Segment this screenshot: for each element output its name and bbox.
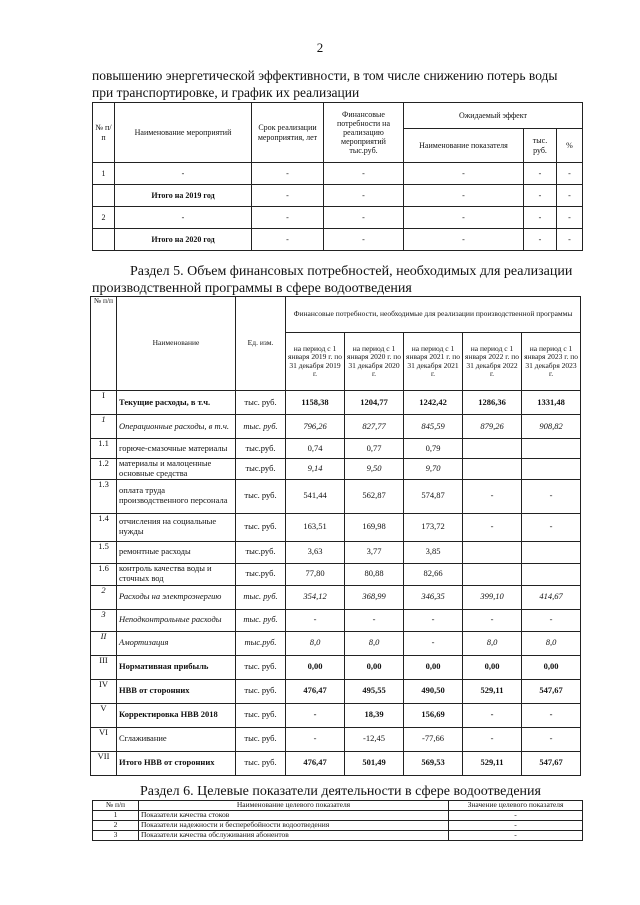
row-value: 1242,42 (404, 391, 463, 415)
row-value: 368,99 (345, 585, 404, 609)
row-number: 1.4 (91, 513, 117, 541)
row-value (522, 439, 581, 459)
row-name: Амортизация (117, 631, 236, 655)
table-row: 3 Показатели качества обслуживания абонентов - (93, 831, 583, 841)
row-name: контроль качества воды и сточных вод (117, 563, 236, 585)
row-value (522, 563, 581, 585)
row-name: отчисления на социальные нужды (117, 513, 236, 541)
row-value: 796,26 (286, 415, 345, 439)
row-name: Текущие расходы, в т.ч. (117, 391, 236, 415)
row-value: 77,80 (286, 563, 345, 585)
table-row (91, 415, 581, 439)
row-value: 1286,36 (463, 391, 522, 415)
row-value: 0,00 (404, 655, 463, 679)
row-value: - (345, 609, 404, 631)
row-value: - (522, 727, 581, 751)
header-num: № п/п (93, 801, 139, 811)
row-number: II (91, 631, 117, 655)
financial-needs-table (90, 296, 581, 776)
header-period-2019: на период с 1 января 2019 г. по 31 декабря 2019 г. (286, 333, 345, 391)
header-financial-needs: Финансовые потребности на реализацию мероприятий тыс.руб. (324, 103, 404, 163)
row-number: 1 (91, 415, 117, 439)
row-name: оплата труда производственного персонала (117, 479, 236, 513)
row-name: Корректировка НВВ 2018 (117, 703, 236, 727)
row-value: 908,82 (522, 415, 581, 439)
row-value: 173,72 (404, 513, 463, 541)
row-value: 3,77 (345, 541, 404, 563)
row-value: 569,53 (404, 751, 463, 775)
table-row (91, 459, 581, 480)
row-value: - (463, 727, 522, 751)
header-period-2023: на период с 1 января 2023 г. по 31 декабря 2023 г. (522, 333, 581, 391)
row-value: 0,74 (286, 439, 345, 459)
row-number: III (91, 655, 117, 679)
table-row (91, 631, 581, 655)
table-row (91, 585, 581, 609)
table-row (91, 679, 581, 703)
header-period-2021: на период с 1 января 2021 г. по 31 декабря 2021 г. (404, 333, 463, 391)
row-value: - (463, 513, 522, 541)
row-name: Расходы на электроэнергию (117, 585, 236, 609)
row-number: 2 (91, 585, 117, 609)
target-indicators-table (92, 800, 583, 841)
row-value: -77,66 (404, 727, 463, 751)
section-5-title-line-2: производственной программы в сфере водоотведения (92, 281, 412, 296)
row-value: 879,26 (463, 415, 522, 439)
row-value: - (404, 609, 463, 631)
page-number: 2 (316, 40, 324, 55)
table-row (91, 513, 581, 541)
table-row (91, 391, 581, 415)
row-value: 541,44 (286, 479, 345, 513)
row-value: 399,10 (463, 585, 522, 609)
row-name: ремонтные расходы (117, 541, 236, 563)
header-percent: % (557, 129, 583, 163)
row-number: 1.1 (91, 439, 117, 459)
row-number: 1.2 (91, 459, 117, 480)
row-value (463, 439, 522, 459)
row-number: I (91, 391, 117, 415)
row-number: 1.5 (91, 541, 117, 563)
row-value: 490,50 (404, 679, 463, 703)
header-name: Наименование (117, 297, 236, 391)
row-value: - (286, 727, 345, 751)
table-row (91, 751, 581, 775)
row-name: горюче-смазочные материалы (117, 439, 236, 459)
row-unit: тыс.руб. (236, 459, 286, 480)
row-value: 0,79 (404, 439, 463, 459)
header-period-2020: на период с 1 января 2020 г. по 31 декабря 2020 г. (345, 333, 404, 391)
row-value: 82,66 (404, 563, 463, 585)
table-row (91, 703, 581, 727)
row-value: - (522, 703, 581, 727)
row-value: 8,0 (345, 631, 404, 655)
row-value: 156,69 (404, 703, 463, 727)
row-name: Неподконтрольные расходы (117, 609, 236, 631)
row-value: 9,70 (404, 459, 463, 480)
table-row (91, 609, 581, 631)
table-row: 1 - - - - - - (93, 163, 583, 185)
row-value: - (404, 631, 463, 655)
header-thousand-rub: тыс. руб. (524, 129, 557, 163)
row-value: 8,0 (463, 631, 522, 655)
row-value: 0,00 (345, 655, 404, 679)
row-unit: тыс.руб. (236, 563, 286, 585)
row-value (522, 541, 581, 563)
row-unit: тыс. руб. (236, 415, 286, 439)
row-value: 8,0 (286, 631, 345, 655)
row-unit: тыс.руб. (236, 439, 286, 459)
row-value: 1158,38 (286, 391, 345, 415)
row-value: - (463, 609, 522, 631)
row-value: - (463, 703, 522, 727)
row-unit: тыс.руб. (236, 541, 286, 563)
header-indicator-name: Наименование целевого показателя (139, 801, 449, 811)
row-unit: тыс. руб. (236, 703, 286, 727)
row-value: - (522, 513, 581, 541)
row-value: 827,77 (345, 415, 404, 439)
row-value: - (522, 479, 581, 513)
row-value: 1331,48 (522, 391, 581, 415)
row-number: 1.6 (91, 563, 117, 585)
table-row (91, 563, 581, 585)
row-value: 163,51 (286, 513, 345, 541)
row-number: 3 (91, 609, 117, 631)
row-value (463, 459, 522, 480)
header-measure-name: Наименование мероприятий (115, 103, 252, 163)
row-unit: тыс. руб. (236, 727, 286, 751)
row-value: 0,00 (522, 655, 581, 679)
row-number: VI (91, 727, 117, 751)
row-value: 8,0 (522, 631, 581, 655)
header-indicator-name: Наименование показателя (404, 129, 524, 163)
table-row: 2 Показатели надежности и бесперебойности водоотведения - (93, 821, 583, 831)
row-unit: тыс. руб. (236, 609, 286, 631)
row-name: НВВ от сторонних (117, 679, 236, 703)
table-row: 1 Показатели качества стоков - (93, 811, 583, 821)
row-unit: тыс. руб. (236, 391, 286, 415)
row-name: Итого НВВ от сторонних (117, 751, 236, 775)
section-5-title-line-1: Раздел 5. Объем финансовых потребностей, необходимых для реализации (130, 264, 573, 279)
row-value: - (286, 703, 345, 727)
header-financial-needs: Финансовые потребности, необходимые для реализации производственной программы (286, 297, 581, 333)
row-value: 346,35 (404, 585, 463, 609)
row-value: 529,11 (463, 679, 522, 703)
row-name: Операционные расходы, в т.ч. (117, 415, 236, 439)
row-value: 0,00 (463, 655, 522, 679)
intro-line-1: повышению энергетической эффективности, в том числе снижению потерь воды (92, 68, 558, 83)
row-name: материалы и малоценные основные средства (117, 459, 236, 480)
row-value: 3,85 (404, 541, 463, 563)
row-value: 476,47 (286, 751, 345, 775)
row-name: Сглаживание (117, 727, 236, 751)
table-row (91, 479, 581, 513)
row-value: 547,67 (522, 679, 581, 703)
row-unit: тыс. руб. (236, 479, 286, 513)
row-value: - (286, 609, 345, 631)
row-value (463, 563, 522, 585)
header-unit: Ед. изм. (236, 297, 286, 391)
row-value: 547,67 (522, 751, 581, 775)
table-row (91, 655, 581, 679)
header-expected-effect: Ожидаемый эффект (404, 103, 583, 129)
header-indicator-value: Значение целевого показателя (449, 801, 583, 811)
header-num: № п/п (93, 103, 115, 163)
row-unit: тыс. руб. (236, 751, 286, 775)
row-value: - (463, 479, 522, 513)
row-value: 562,87 (345, 479, 404, 513)
row-unit: тыс.руб. (236, 631, 286, 655)
row-name: Нормативная прибыль (117, 655, 236, 679)
row-number: VII (91, 751, 117, 775)
row-unit: тыс. руб. (236, 655, 286, 679)
row-value: 501,49 (345, 751, 404, 775)
table-row (91, 727, 581, 751)
row-number: V (91, 703, 117, 727)
header-term: Срок реализации мероприятия, лет (252, 103, 324, 163)
row-value: 169,98 (345, 513, 404, 541)
table-row: Итого на 2020 год - - - - - (93, 229, 583, 251)
row-value: 1204,77 (345, 391, 404, 415)
row-value (522, 459, 581, 480)
row-value: 80,88 (345, 563, 404, 585)
row-value: -12,45 (345, 727, 404, 751)
row-value: 476,47 (286, 679, 345, 703)
row-unit: тыс. руб. (236, 585, 286, 609)
intro-line-2: при транспортировке, и график их реализации (92, 85, 360, 100)
header-num: № п/п (91, 297, 117, 391)
row-value: 495,55 (345, 679, 404, 703)
table-row (91, 541, 581, 563)
row-value: 9,14 (286, 459, 345, 480)
row-value: 845,59 (404, 415, 463, 439)
row-number: IV (91, 679, 117, 703)
table-row (91, 439, 581, 459)
row-value (463, 541, 522, 563)
table-row: Итого на 2019 год - - - - - (93, 185, 583, 207)
row-value: 18,39 (345, 703, 404, 727)
measures-table (92, 102, 583, 251)
row-value: 574,87 (404, 479, 463, 513)
row-value: 3,63 (286, 541, 345, 563)
table-row: 2 - - - - - - (93, 207, 583, 229)
row-value: 9,50 (345, 459, 404, 480)
row-value: 529,11 (463, 751, 522, 775)
row-value: 414,67 (522, 585, 581, 609)
header-period-2022: на период с 1 января 2022 г. по 31 декабря 2022 г. (463, 333, 522, 391)
row-unit: тыс. руб. (236, 679, 286, 703)
row-value: 0,00 (286, 655, 345, 679)
row-unit: тыс. руб. (236, 513, 286, 541)
row-value: - (522, 609, 581, 631)
section-6-title: Раздел 6. Целевые показатели деятельности в сфере водоотведения (140, 784, 541, 799)
row-number: 1.3 (91, 479, 117, 513)
row-value: 0,77 (345, 439, 404, 459)
row-value: 354,12 (286, 585, 345, 609)
